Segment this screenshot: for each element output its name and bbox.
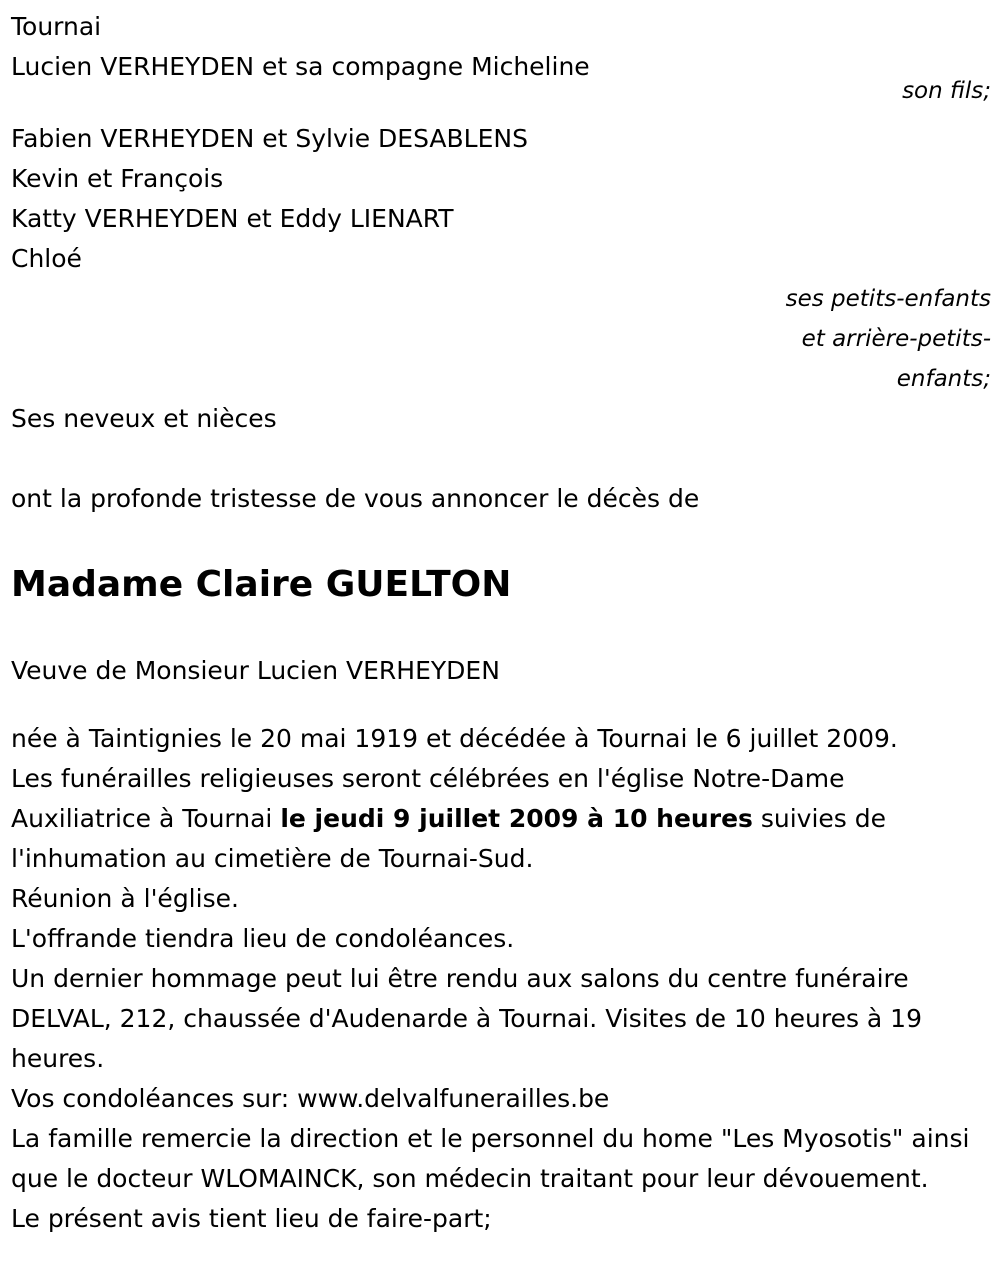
born-died-paragraph: née à Taintignies le 20 mai 1919 et décédée à Tournai le 6 juillet 2009. [11, 724, 898, 753]
spacer [11, 519, 991, 565]
grandchild-line-2: Kevin et François [11, 164, 224, 193]
grandchild-line-1: Fabien VERHEYDEN et Sylvie DESABLENS [11, 124, 528, 153]
homage-paragraph: Un dernier hommage peut lui être rendu aux salons du centre funéraire DELVAL, 212, chaussée d'Audenarde à Tournai. Visites de 10 heures à 19 heures. [11, 964, 922, 1073]
deceased-name: Madame Claire GUELTON [11, 564, 512, 605]
role-grandchildren-1: ses petits-enfants [785, 286, 991, 312]
funeral-text-end: suivies de l'inhumation au cimetière de Tournai-Sud. [11, 804, 887, 873]
meeting-paragraph: Réunion à l'église. [11, 884, 239, 913]
widow-of-line: Veuve de Monsieur Lucien VERHEYDEN [11, 656, 500, 685]
grandchild-line-4: Chloé [11, 244, 82, 273]
grandchild-line-3: Katty VERHEYDEN et Eddy LIENART [11, 204, 454, 233]
offering-paragraph: L'offrande tiendra lieu de condoléances. [11, 924, 515, 953]
condolences-label: Vos condoléances sur: [11, 1084, 298, 1113]
closing-paragraph: Le présent avis tient lieu de faire-part; [11, 1204, 492, 1233]
spacer [11, 439, 991, 479]
condolences-website: www.delvalfunerailles.be [297, 1084, 610, 1113]
condolences-paragraph [11, 1079, 991, 1119]
spacer [11, 111, 991, 119]
spacer [11, 691, 991, 719]
thanks-paragraph: La famille remercie la direction et le personnel du home "Les Myosotis" ainsi que le docteur WLOMAINCK, son médecin traitant pour leur dévouement. [11, 1124, 970, 1193]
role-grandchildren-2: et arrière-petits- [801, 326, 991, 352]
funeral-paragraph [11, 759, 991, 879]
son-line: Lucien VERHEYDEN et sa compagne Micheline [11, 52, 590, 81]
spacer [11, 605, 991, 651]
obituary-notice [11, 7, 991, 1239]
role-grandchildren-3: enfants; [896, 366, 991, 392]
announcement-line: ont la profonde tristesse de vous annoncer le décès de [11, 484, 700, 513]
role-son: son fils; [902, 78, 991, 104]
funeral-date-time: le jeudi 9 juillet 2009 à 10 heures [280, 804, 753, 833]
funeral-text-start: Les funérailles religieuses seront célébrées en l'église Notre-Dame Auxiliatrice à Tournai [11, 764, 845, 833]
relatives-line: Ses neveux et nièces [11, 404, 277, 433]
place-name: Tournai [11, 12, 102, 41]
